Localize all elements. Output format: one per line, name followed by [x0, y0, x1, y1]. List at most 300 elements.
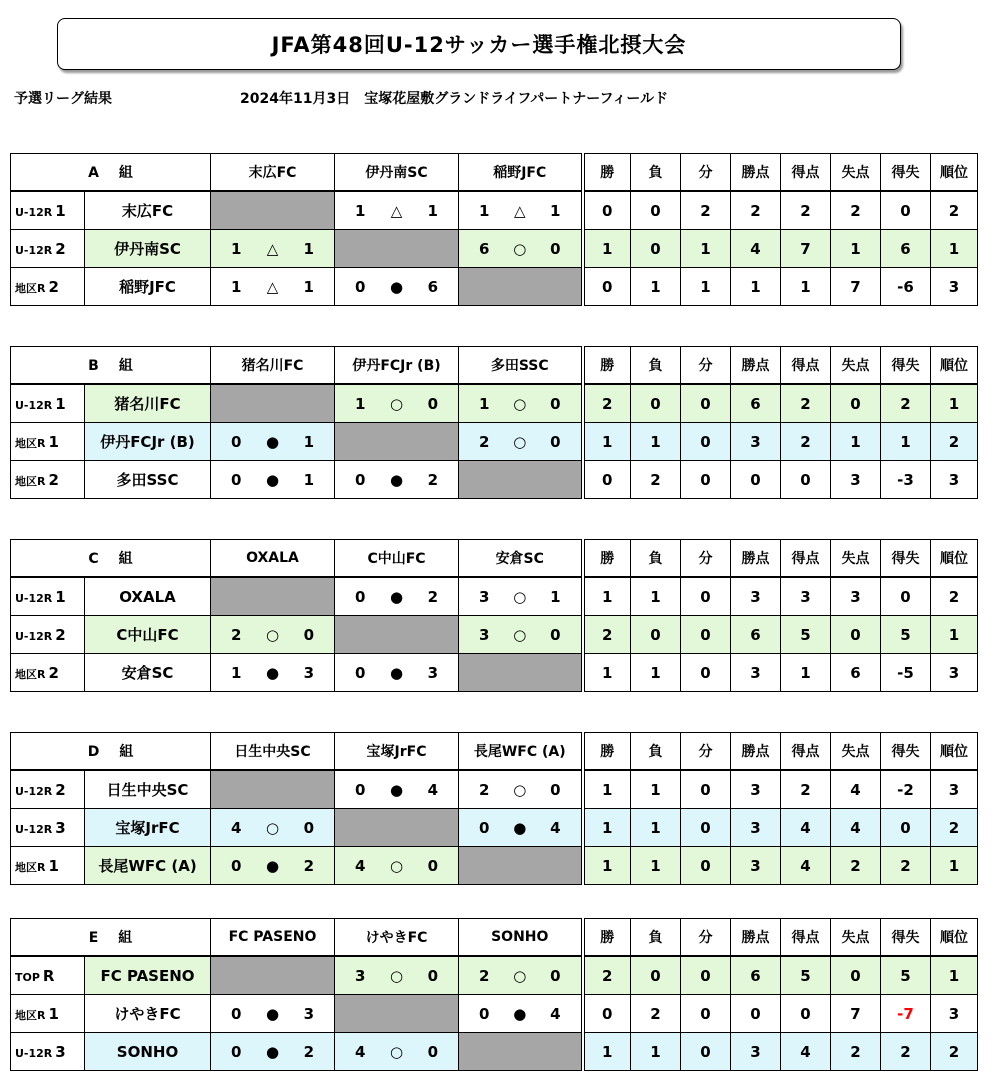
score-line [335, 471, 458, 489]
stat-value: -6 [881, 268, 931, 306]
group-name [11, 733, 211, 771]
result-mark: ● [265, 856, 280, 875]
stat-value: 3 [731, 770, 781, 809]
match-result [335, 847, 459, 885]
stat-value: 3 [931, 461, 978, 499]
goals-against: 0 [550, 394, 561, 413]
team-name: 伊丹FCJr (B) [85, 423, 211, 461]
result-mark: ○ [513, 625, 527, 644]
stat-value: 5 [881, 616, 931, 654]
score-line [459, 1005, 581, 1023]
stat-value: 1 [583, 230, 631, 268]
match-result [211, 384, 335, 423]
stat-value: 0 [731, 995, 781, 1033]
goals-for: 1 [231, 277, 242, 296]
goals-for: 0 [355, 663, 366, 682]
match-result [335, 1033, 459, 1071]
table-row [11, 809, 978, 847]
stat-value: 1 [931, 956, 978, 995]
goals-against: 0 [550, 239, 561, 258]
stat-value: 1 [583, 1033, 631, 1071]
team-name: FC PASENO [85, 956, 211, 995]
stat-header: 負 [631, 919, 681, 957]
score-line [459, 202, 581, 220]
stat-header: 勝点 [731, 347, 781, 385]
stat-value: 3 [781, 577, 831, 616]
goals-for: 0 [355, 587, 366, 606]
match-result [335, 191, 459, 230]
match-result [459, 847, 583, 885]
stat-value: 0 [583, 191, 631, 230]
match-result [211, 809, 335, 847]
result-mark: ● [265, 432, 280, 451]
score-line [459, 626, 581, 644]
stat-value: 2 [881, 1033, 931, 1071]
match-result [459, 956, 583, 995]
goals-against: 3 [303, 663, 314, 682]
team-name: C中山FC [85, 616, 211, 654]
stat-value: 0 [781, 461, 831, 499]
group-suffix: 組 [118, 930, 133, 946]
stat-value: 2 [931, 577, 978, 616]
rank-tag: U-12R [15, 629, 53, 643]
rank-tag: TOP [15, 970, 40, 984]
goals-against: 1 [303, 277, 314, 296]
goals-for: 0 [355, 780, 366, 799]
match-result [459, 191, 583, 230]
goals-for: 0 [231, 1042, 242, 1061]
stat-header: 失点 [831, 154, 881, 192]
score-line [459, 967, 581, 985]
rank-tag: U-12R [15, 243, 53, 257]
rank-cell [11, 956, 85, 995]
score-line [335, 278, 458, 296]
header-row [11, 540, 978, 578]
match-result [335, 995, 459, 1033]
date-venue: 2024年11月3日 宝塚花屋敷グランドライフパートナーフィールド [240, 91, 669, 107]
rank-number: 1 [48, 856, 59, 875]
stat-value: 0 [731, 461, 781, 499]
stat-value: 2 [831, 1033, 881, 1071]
group-table-b [10, 346, 978, 499]
stat-header: 分 [681, 347, 731, 385]
goals-for: 0 [231, 1004, 242, 1023]
stat-value: 3 [931, 770, 978, 809]
opponent-header: 伊丹南SC [335, 154, 459, 192]
score-line [459, 395, 581, 413]
opponent-header: C中山FC [335, 540, 459, 578]
opponent-header: けやきFC [335, 919, 459, 957]
rank-tag: 地区R [15, 436, 46, 450]
stat-value: 6 [731, 956, 781, 995]
group-table-e [10, 918, 978, 1071]
stat-header: 分 [681, 919, 731, 957]
rank-cell [11, 384, 85, 423]
group-letter: B [88, 358, 99, 374]
rank-number: 2 [55, 239, 66, 258]
goals-against: 1 [427, 201, 438, 220]
table-row [11, 654, 978, 692]
stat-value: 4 [831, 809, 881, 847]
match-result [459, 230, 583, 268]
table-row [11, 461, 978, 499]
match-result [459, 268, 583, 306]
match-result [211, 995, 335, 1033]
stat-value: 2 [583, 384, 631, 423]
stat-value: 2 [631, 995, 681, 1033]
match-result [335, 577, 459, 616]
stat-value: 1 [931, 847, 978, 885]
rank-cell [11, 995, 85, 1033]
score-line [335, 781, 458, 799]
rank-tag: 地区R [15, 1008, 46, 1022]
stat-value: 6 [731, 616, 781, 654]
goals-against: 0 [427, 394, 438, 413]
stat-value: 4 [731, 230, 781, 268]
stat-value: 1 [631, 809, 681, 847]
match-result [459, 770, 583, 809]
score-line [335, 967, 458, 985]
stat-value: 7 [831, 268, 881, 306]
stat-value: 2 [931, 191, 978, 230]
goals-for: 1 [231, 239, 242, 258]
stat-header: 負 [631, 154, 681, 192]
goals-against: 1 [303, 470, 314, 489]
match-result [211, 230, 335, 268]
rank-tag: U-12R [15, 822, 53, 836]
goals-for: 4 [355, 856, 366, 875]
stat-value: 0 [681, 770, 731, 809]
result-mark: ○ [265, 818, 280, 837]
score-line [335, 588, 458, 606]
goals-against: 2 [303, 856, 314, 875]
opponent-header: SONHO [459, 919, 583, 957]
stat-header: 勝 [583, 347, 631, 385]
team-name: 長尾WFC (A) [85, 847, 211, 885]
stat-value: 3 [731, 847, 781, 885]
rank-tag: 地区R [15, 474, 46, 488]
match-result [211, 1033, 335, 1071]
score-line [211, 1043, 334, 1061]
goals-against: 1 [303, 239, 314, 258]
rank-number: 1 [55, 394, 66, 413]
goals-against: 2 [427, 587, 438, 606]
stat-header: 得点 [781, 154, 831, 192]
stat-value: -5 [881, 654, 931, 692]
result-mark: ● [513, 818, 527, 837]
goals-for: 0 [231, 470, 242, 489]
group-suffix: 組 [118, 551, 133, 567]
stat-value: 1 [631, 1033, 681, 1071]
group-suffix: 組 [119, 744, 134, 760]
stat-value: -2 [881, 770, 931, 809]
stat-value: 0 [681, 616, 731, 654]
stat-value: 0 [631, 230, 681, 268]
result-mark: ○ [389, 1042, 404, 1061]
rank-number: 1 [48, 432, 59, 451]
stat-value: 4 [781, 1033, 831, 1071]
stat-header: 勝 [583, 154, 631, 192]
stat-header: 勝 [583, 540, 631, 578]
goals-for: 4 [355, 1042, 366, 1061]
rank-cell [11, 191, 85, 230]
match-result [211, 191, 335, 230]
result-mark: △ [266, 239, 279, 258]
stat-value: 1 [583, 577, 631, 616]
rank-tag: U-12R [15, 1046, 53, 1060]
result-mark: ● [389, 587, 404, 606]
team-name: 猪名川FC [85, 384, 211, 423]
stat-value: 2 [583, 616, 631, 654]
team-name: けやきFC [85, 995, 211, 1033]
stat-header: 順位 [931, 919, 978, 957]
stat-value: 3 [731, 423, 781, 461]
group-name [11, 540, 211, 578]
stat-value: 2 [731, 191, 781, 230]
table-row [11, 230, 978, 268]
score-line [335, 202, 458, 220]
team-name: 宝塚JrFC [85, 809, 211, 847]
rank-cell [11, 847, 85, 885]
match-result [335, 956, 459, 995]
stat-value: 3 [931, 654, 978, 692]
section-label: 予選リーグ結果 [14, 91, 112, 107]
rank-cell [11, 770, 85, 809]
stat-value: 5 [781, 956, 831, 995]
match-result [335, 230, 459, 268]
goals-against: 0 [427, 966, 438, 985]
stat-value: 1 [631, 847, 681, 885]
match-result [211, 616, 335, 654]
stat-header: 勝点 [731, 154, 781, 192]
opponent-header: 稲野JFC [459, 154, 583, 192]
rank-tag: 地区R [15, 667, 46, 681]
goals-against: 3 [303, 1004, 314, 1023]
goals-against: 0 [303, 818, 314, 837]
score-line [211, 626, 334, 644]
stat-header: 得失 [881, 154, 931, 192]
stat-value: 3 [731, 577, 781, 616]
stat-value: 1 [631, 654, 681, 692]
table-row [11, 268, 978, 306]
goals-against: 0 [550, 432, 561, 451]
stat-value: 1 [631, 423, 681, 461]
rank-cell [11, 616, 85, 654]
tournament-title: JFA第48回U-12サッカー選手権北摂大会 [57, 18, 901, 70]
score-line [211, 1005, 334, 1023]
match-result [459, 1033, 583, 1071]
stat-value: 1 [631, 268, 681, 306]
stat-value: 0 [631, 384, 681, 423]
stat-value: 2 [881, 847, 931, 885]
stat-value: 1 [781, 654, 831, 692]
rank-number: 1 [55, 587, 66, 606]
stat-value: 6 [831, 654, 881, 692]
stat-value: 1 [931, 230, 978, 268]
stat-header: 順位 [931, 733, 978, 771]
result-mark: ○ [513, 587, 527, 606]
stat-value: -7 [881, 995, 931, 1033]
goals-for: 2 [231, 625, 242, 644]
match-result [211, 268, 335, 306]
stat-value: 6 [731, 384, 781, 423]
rank-tag: U-12R [15, 784, 53, 798]
result-mark: ● [389, 780, 404, 799]
table-row [11, 847, 978, 885]
result-mark: △ [266, 277, 279, 296]
result-mark: ○ [513, 239, 527, 258]
goals-for: 0 [355, 277, 366, 296]
table-row [11, 191, 978, 230]
rank-cell [11, 423, 85, 461]
stat-value: 0 [881, 809, 931, 847]
match-result [211, 423, 335, 461]
match-result [459, 995, 583, 1033]
score-line [211, 240, 334, 258]
goals-for: 0 [231, 432, 242, 451]
score-line [459, 819, 581, 837]
goals-for: 1 [355, 201, 366, 220]
goals-against: 0 [550, 625, 561, 644]
stat-header: 得失 [881, 919, 931, 957]
header-row [11, 733, 978, 771]
score-line [211, 471, 334, 489]
score-line [459, 240, 581, 258]
goals-against: 4 [550, 818, 561, 837]
goals-for: 1 [355, 394, 366, 413]
stat-header: 得点 [781, 347, 831, 385]
match-result [211, 577, 335, 616]
rank-tag: 地区R [15, 281, 46, 295]
goals-for: 1 [231, 663, 242, 682]
goals-against: 2 [303, 1042, 314, 1061]
result-mark: △ [390, 201, 403, 220]
stat-value: 3 [731, 1033, 781, 1071]
goals-against: 4 [427, 780, 438, 799]
match-result [211, 956, 335, 995]
goals-against: 0 [303, 625, 314, 644]
goals-against: 2 [427, 470, 438, 489]
stat-value: 0 [831, 384, 881, 423]
goals-for: 3 [479, 587, 490, 606]
goals-for: 3 [479, 625, 490, 644]
table-row [11, 995, 978, 1033]
table-row [11, 423, 978, 461]
score-line [459, 781, 581, 799]
stat-value: 4 [781, 809, 831, 847]
goals-for: 4 [231, 818, 242, 837]
stat-value: 2 [831, 847, 881, 885]
team-name: SONHO [85, 1033, 211, 1071]
stat-value: 0 [681, 995, 731, 1033]
table-row [11, 384, 978, 423]
score-line [211, 819, 334, 837]
match-result [459, 616, 583, 654]
team-name: 伊丹南SC [85, 230, 211, 268]
rank-number: 2 [48, 277, 59, 296]
match-result [211, 654, 335, 692]
result-mark: ● [389, 470, 404, 489]
stat-value: 0 [881, 191, 931, 230]
stat-value: 0 [881, 577, 931, 616]
stat-value: 0 [583, 461, 631, 499]
rank-number: 3 [55, 1042, 66, 1061]
header-row [11, 154, 978, 192]
stat-value: 1 [681, 268, 731, 306]
stat-value: 2 [831, 191, 881, 230]
goals-against: 1 [550, 201, 561, 220]
stat-value: 7 [781, 230, 831, 268]
stat-value: 3 [931, 995, 978, 1033]
group-letter: D [87, 744, 100, 760]
stat-value: 3 [931, 268, 978, 306]
stat-header: 勝点 [731, 733, 781, 771]
team-name: 多田SSC [85, 461, 211, 499]
match-result [335, 384, 459, 423]
goals-for: 3 [355, 966, 366, 985]
rank-tag: U-12R [15, 398, 53, 412]
result-mark: ● [265, 663, 280, 682]
stat-value: 3 [731, 654, 781, 692]
rank-cell [11, 268, 85, 306]
stat-header: 得失 [881, 733, 931, 771]
table-row [11, 770, 978, 809]
group-letter: E [88, 930, 99, 946]
stat-value: 2 [781, 770, 831, 809]
result-mark: ○ [265, 625, 280, 644]
goals-against: 6 [427, 277, 438, 296]
goals-for: 2 [479, 780, 490, 799]
result-mark: ○ [513, 780, 527, 799]
rank-number: 2 [55, 780, 66, 799]
opponent-header: 安倉SC [459, 540, 583, 578]
stat-value: 1 [583, 847, 631, 885]
rank-cell [11, 577, 85, 616]
stat-header: 分 [681, 154, 731, 192]
score-line [211, 857, 334, 875]
result-mark: ● [513, 1004, 527, 1023]
stat-value: 0 [831, 616, 881, 654]
result-mark: ○ [389, 966, 404, 985]
stat-value: 0 [681, 461, 731, 499]
rank-tag: 地区R [15, 860, 46, 874]
score-line [211, 664, 334, 682]
stat-value: 1 [831, 230, 881, 268]
team-name: 末広FC [85, 191, 211, 230]
goals-for: 1 [479, 201, 490, 220]
stat-value: 0 [681, 956, 731, 995]
stat-value: 5 [781, 616, 831, 654]
result-mark: ○ [389, 856, 404, 875]
stat-value: 2 [931, 423, 978, 461]
opponent-header: 長尾WFC (A) [459, 733, 583, 771]
stat-value: 3 [831, 461, 881, 499]
stat-value: 0 [681, 384, 731, 423]
result-mark: ● [265, 1004, 280, 1023]
match-result [211, 461, 335, 499]
opponent-header: 宝塚JrFC [335, 733, 459, 771]
stat-value: 1 [931, 616, 978, 654]
match-result [335, 268, 459, 306]
group-table-c [10, 539, 978, 692]
stat-value: 0 [681, 847, 731, 885]
stat-header: 失点 [831, 347, 881, 385]
goals-against: 4 [550, 1004, 561, 1023]
match-result [211, 847, 335, 885]
opponent-header: 伊丹FCJr (B) [335, 347, 459, 385]
match-result [335, 461, 459, 499]
stat-value: 2 [681, 191, 731, 230]
